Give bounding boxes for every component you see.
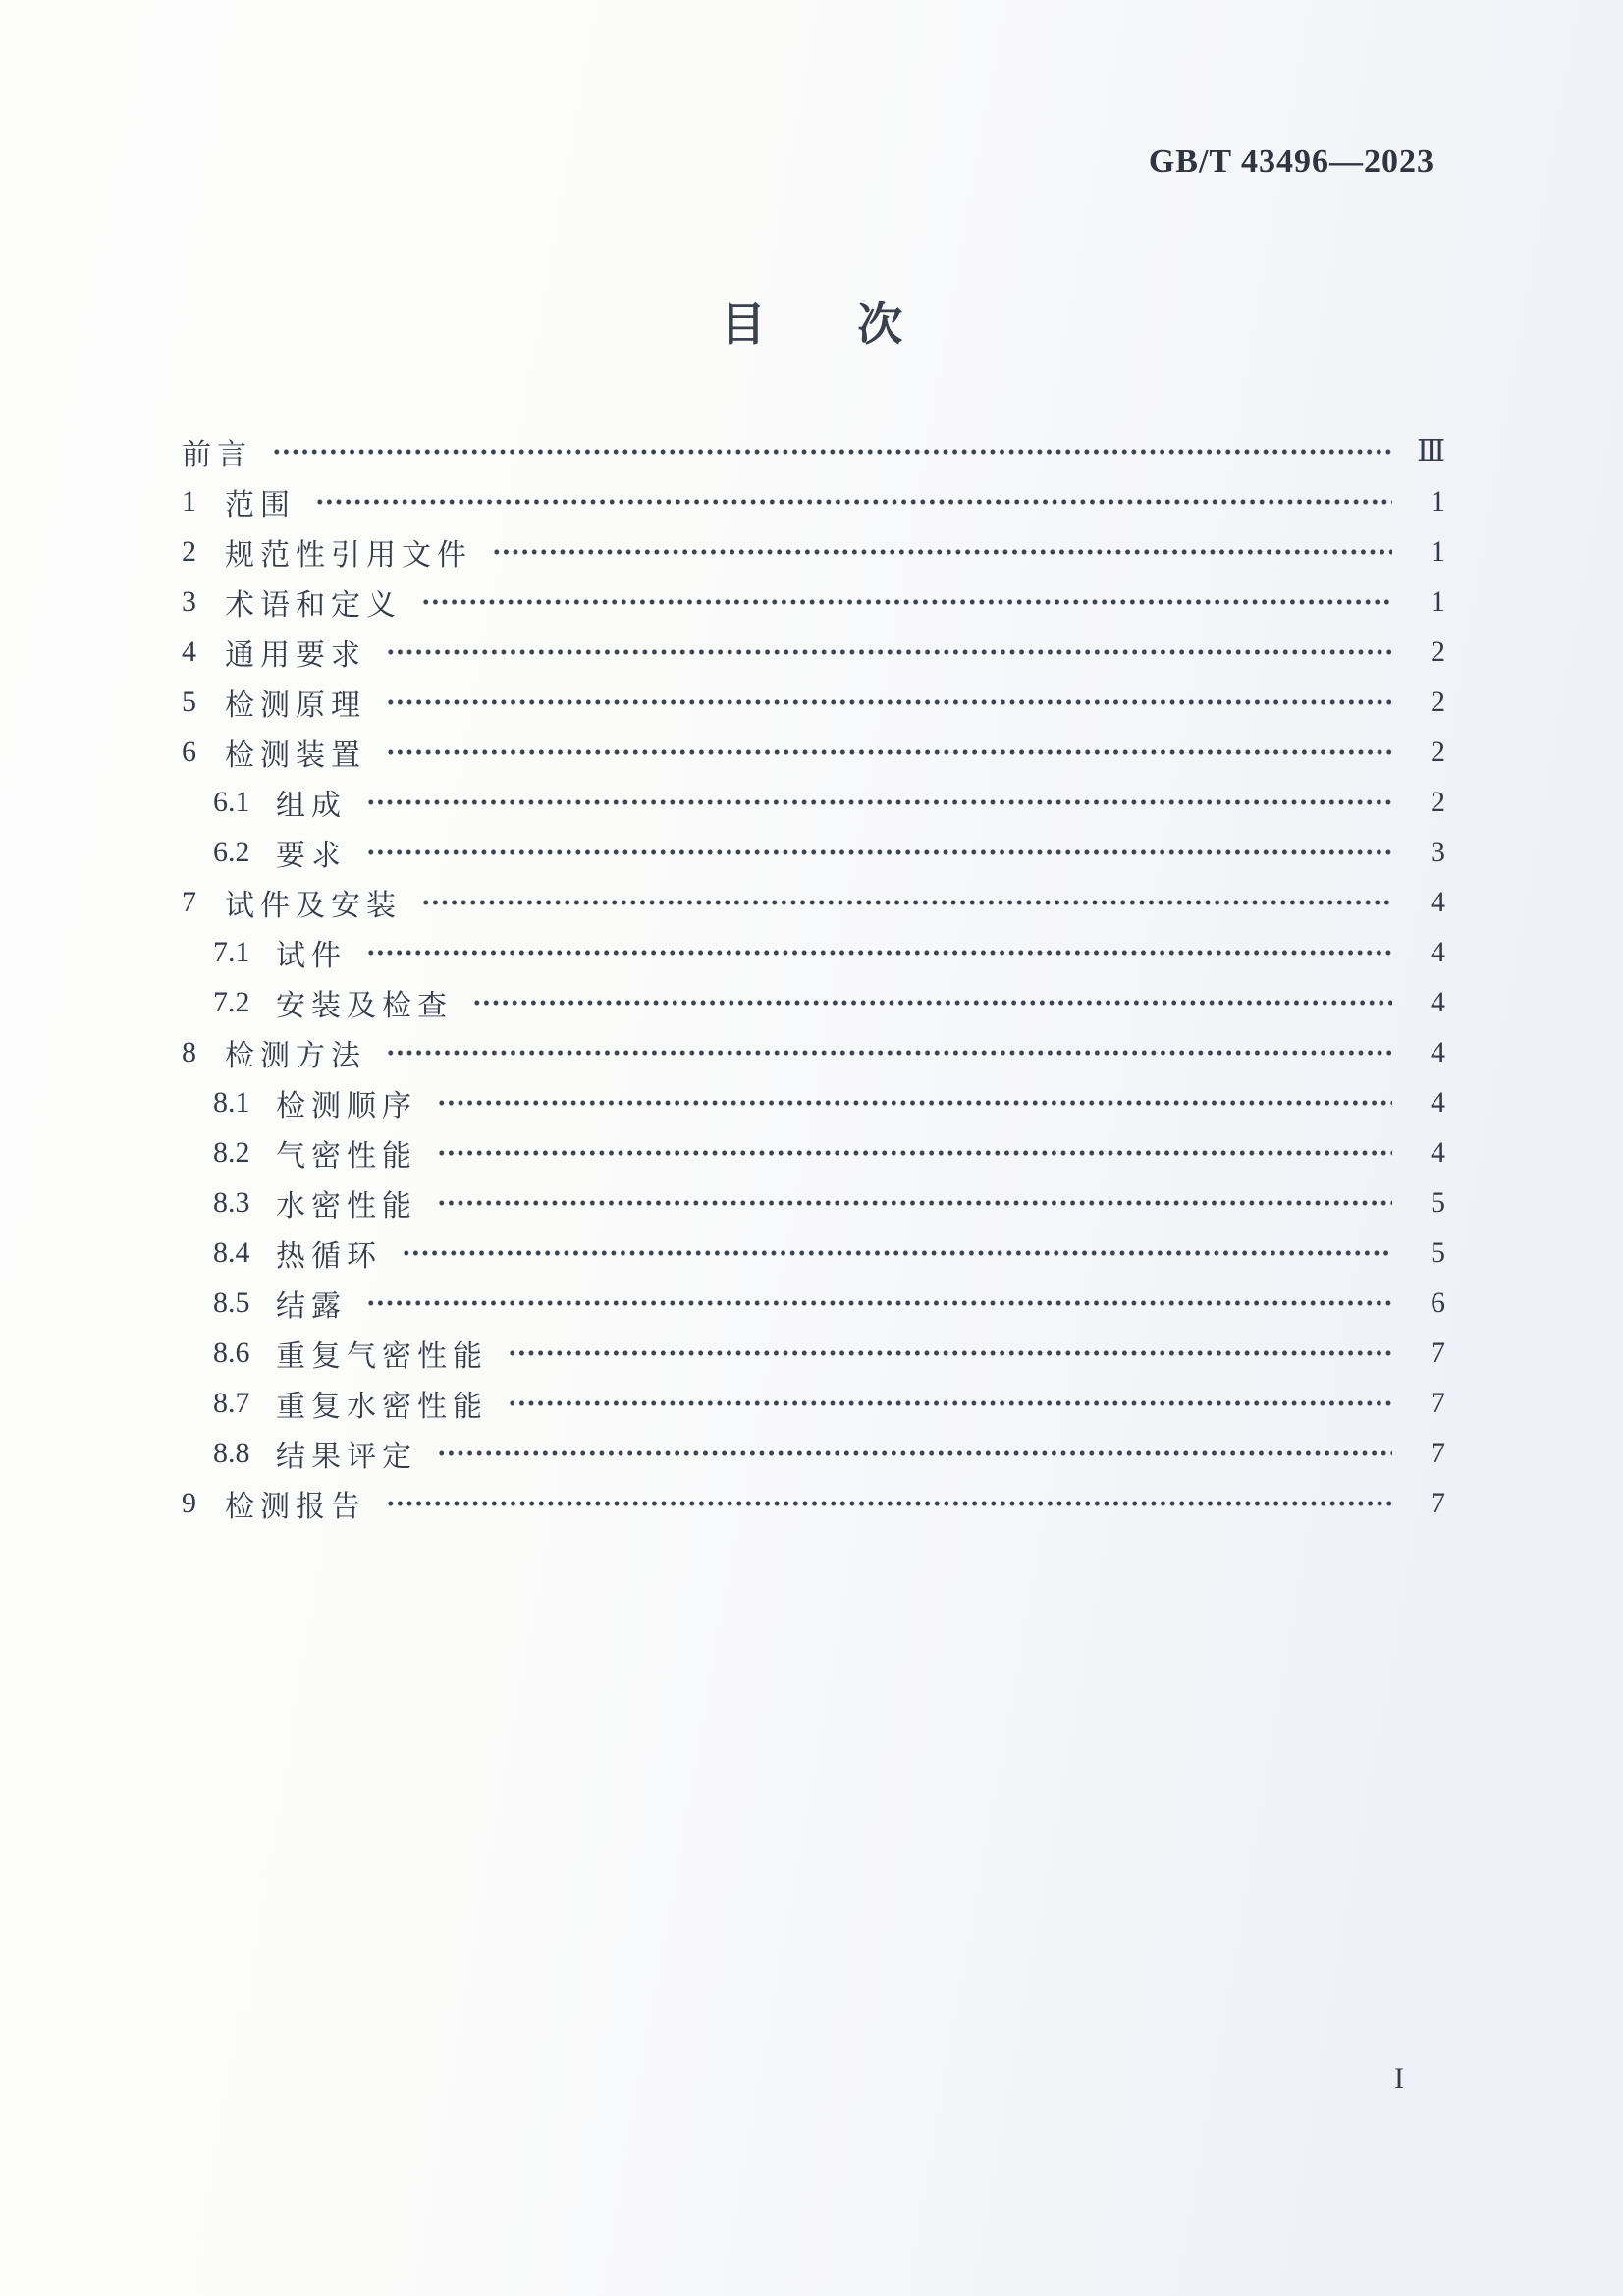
toc-entry-page: 7	[1431, 1436, 1445, 1469]
toc-entry-number: 8.6	[213, 1336, 250, 1369]
toc-entry-title: 试件及安装	[225, 889, 402, 922]
toc-entry-title: 安装及检查	[276, 989, 453, 1022]
toc-entry-number: 8.3	[213, 1185, 250, 1219]
toc-entry-number: 7.2	[213, 985, 250, 1018]
toc-entry-number: 8.8	[213, 1436, 250, 1469]
toc-entry-title: 热循环	[276, 1239, 382, 1273]
toc-entry-number: 2	[182, 534, 196, 568]
toc-entry-number: 6.1	[213, 785, 250, 818]
toc-entry-page: 4	[1431, 885, 1445, 918]
dot-leader	[386, 677, 1392, 727]
toc-entry	[182, 877, 1445, 927]
toc-entry-page: 4	[1431, 935, 1445, 968]
standard-number: GB/T 43496—2023	[1148, 143, 1434, 180]
dot-leader	[437, 1077, 1392, 1127]
toc-entry	[182, 1478, 1445, 1528]
dot-leader	[472, 977, 1392, 1027]
toc-entry	[182, 627, 1445, 677]
toc-entry	[182, 727, 1445, 777]
toc-entry	[182, 426, 1445, 476]
toc-entry	[182, 1027, 1445, 1077]
toc-entry-number: 8.1	[213, 1085, 250, 1119]
dot-leader	[437, 1177, 1392, 1228]
dot-leader	[272, 426, 1392, 476]
dot-leader	[402, 1228, 1392, 1278]
toc-entry-number: 8.4	[213, 1235, 250, 1269]
dot-leader	[508, 1378, 1392, 1428]
dot-leader	[366, 1278, 1392, 1328]
toc-entry-page: 4	[1431, 1085, 1445, 1119]
toc-entry	[182, 1428, 1445, 1478]
toc-entry-page: 1	[1431, 534, 1445, 568]
toc-entry-page: 4	[1431, 1035, 1445, 1068]
toc-entry	[182, 977, 1445, 1027]
toc-entry-number: 7.1	[213, 935, 250, 968]
toc-entry-title: 通用要求	[225, 638, 366, 672]
toc-entry-page: 1	[1431, 584, 1445, 618]
toc-entry	[182, 476, 1445, 526]
dot-leader	[421, 576, 1392, 627]
toc-entry-number: 1	[182, 484, 196, 518]
toc-entry	[182, 526, 1445, 576]
toc-entry-page: 7	[1431, 1486, 1445, 1519]
toc-entry-page: 5	[1431, 1235, 1445, 1269]
toc-entry-page: 1	[1431, 484, 1445, 518]
toc-entry-title: 范围	[225, 488, 296, 521]
toc-entry-number: 9	[182, 1486, 196, 1519]
toc-entry-page: 2	[1431, 785, 1445, 818]
toc-entry	[182, 927, 1445, 977]
toc-entry-title: 检测报告	[225, 1490, 366, 1523]
toc-entry-page: 4	[1431, 1135, 1445, 1169]
toc-entry-number: 5	[182, 684, 196, 718]
toc-entry-title: 术语和定义	[225, 588, 402, 622]
page-title: 目 次	[720, 300, 903, 350]
toc-entry-title: 检测顺序	[276, 1089, 417, 1122]
dot-leader	[437, 1428, 1392, 1478]
toc-entry-title: 组成	[276, 789, 347, 822]
dot-leader	[437, 1127, 1392, 1177]
dot-leader	[386, 627, 1392, 677]
toc-entry	[182, 1127, 1445, 1177]
toc-entry-page: 7	[1431, 1386, 1445, 1419]
dot-leader	[366, 827, 1392, 877]
toc-entry	[182, 1077, 1445, 1127]
toc-entry-number: 8.5	[213, 1285, 250, 1319]
toc-entry-number: 8.2	[213, 1135, 250, 1169]
dot-leader	[386, 1478, 1392, 1528]
toc-entry-title: 试件	[276, 939, 347, 972]
toc-entry-number: 8.7	[213, 1386, 250, 1419]
toc-entry-title: 检测方法	[225, 1039, 366, 1072]
toc-entry-title: 要求	[276, 839, 347, 872]
toc-entry-page: 4	[1431, 985, 1445, 1018]
dot-leader	[315, 476, 1392, 526]
toc-entry-page: 3	[1431, 835, 1445, 868]
toc-entry-title: 重复气密性能	[276, 1339, 488, 1373]
toc-entry-number: 4	[182, 634, 196, 668]
dot-leader	[421, 877, 1392, 927]
toc-entry	[182, 1328, 1445, 1378]
toc-entry-title: 结果评定	[276, 1440, 417, 1473]
toc-entry-title: 检测原理	[225, 688, 366, 722]
toc-entry-number: 8	[182, 1035, 196, 1068]
toc-entry	[182, 1177, 1445, 1228]
toc-entry	[182, 777, 1445, 827]
toc-entry	[182, 677, 1445, 727]
toc-entry-title: 水密性能	[276, 1189, 417, 1223]
toc-entry	[182, 576, 1445, 627]
toc-list	[182, 426, 1445, 1528]
dot-leader	[366, 777, 1392, 827]
toc-entry-number: 6.2	[213, 835, 250, 868]
dot-leader	[492, 526, 1392, 576]
toc-entry	[182, 1278, 1445, 1328]
toc-entry-number: 7	[182, 885, 196, 918]
toc-entry-number: 6	[182, 735, 196, 768]
dot-leader	[386, 1027, 1392, 1077]
toc-entry-page: 6	[1431, 1285, 1445, 1319]
dot-leader	[386, 727, 1392, 777]
toc-entry-page: 2	[1431, 684, 1445, 718]
toc-entry-page: 7	[1431, 1336, 1445, 1369]
toc-entry	[182, 827, 1445, 877]
dot-leader	[508, 1328, 1392, 1378]
toc-entry-page: 2	[1431, 735, 1445, 768]
toc-entry-page: 5	[1431, 1185, 1445, 1219]
toc-entry-title: 结露	[276, 1289, 347, 1323]
toc-entry	[182, 1378, 1445, 1428]
toc-entry-page: Ⅲ	[1417, 435, 1445, 467]
toc-entry-title: 气密性能	[276, 1139, 417, 1173]
toc-entry-title: 检测装置	[225, 738, 366, 772]
toc-entry-title: 重复水密性能	[276, 1390, 488, 1423]
toc-entry-title: 规范性引用文件	[225, 538, 472, 572]
toc-entry-number: 3	[182, 584, 196, 618]
toc-entry-page: 2	[1431, 634, 1445, 668]
toc-entry-title: 前言	[182, 438, 252, 471]
footer-page-number: I	[1394, 2062, 1404, 2095]
dot-leader	[366, 927, 1392, 977]
toc-entry	[182, 1228, 1445, 1278]
